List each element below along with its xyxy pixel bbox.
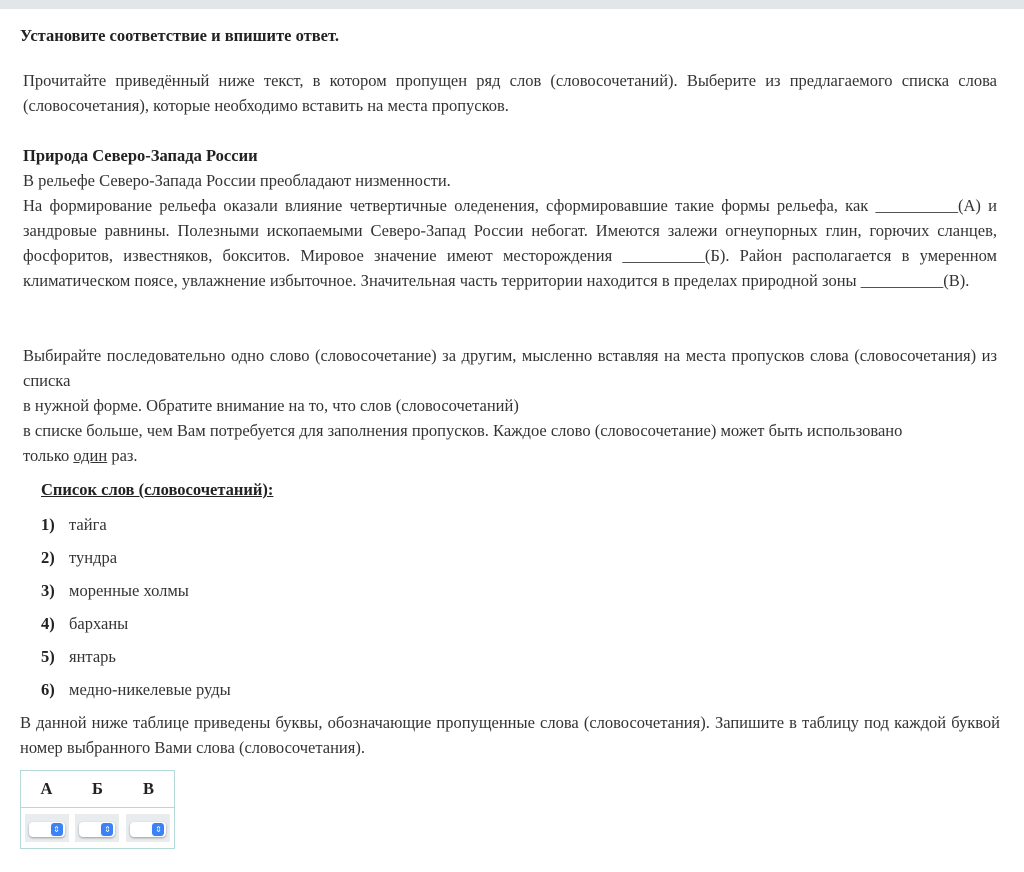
column-header-v: В	[123, 771, 175, 808]
intro-text: Прочитайте приведённый ниже текст, в котором пропущен ряд слов (словосочетаний). Выберите из предлагаемого списка слова (словосочетания), которые необходимо вставить на места пропусков.	[23, 71, 997, 115]
instruction-line: в списке больше, чем Вам потребуется для заполнения пропусков. Каждое слово (словосочетание) может быть использовано	[23, 421, 903, 440]
list-item	[41, 545, 117, 570]
instructions	[23, 343, 997, 468]
item-text: янтарь	[69, 647, 116, 666]
word-list-title: Список слов (словосочетаний):	[41, 480, 274, 499]
table-instructions: В данной ниже таблице приведены буквы, обозначающие пропущенные слова (словосочетания). Запишите в таблицу под каждой буквой номер выбранного Вами слова (словосочетания).	[20, 713, 1000, 757]
item-number: 3)	[41, 581, 55, 600]
passage	[23, 143, 997, 293]
item-number: 6)	[41, 680, 55, 699]
item-text: тайга	[69, 515, 107, 534]
list-item	[41, 644, 116, 669]
answer-select-b[interactable]	[79, 822, 115, 837]
passage-title: Природа Северо-Запада России	[23, 146, 258, 165]
list-item	[41, 578, 189, 603]
passage-line: В рельефе Северо-Запада России преобладают низменности.	[23, 171, 451, 190]
item-number: 2)	[41, 548, 55, 567]
item-text: барханы	[69, 614, 129, 633]
item-text: медно-никелевые руды	[69, 680, 231, 699]
chevron-up-down-icon: ⇕	[152, 823, 164, 836]
top-bar	[0, 0, 1024, 9]
text: раз.	[107, 446, 138, 465]
emphasis: один	[73, 446, 108, 465]
item-number: 5)	[41, 647, 55, 666]
task-heading: Установите соответствие и впишите ответ.	[20, 26, 339, 45]
instruction-line: Выбирайте последовательно одно слово (словосочетание) за другим, мысленно вставляя на места пропусков слова (словосочетания) из списка	[23, 346, 997, 390]
answer-select-a[interactable]	[29, 822, 65, 837]
chevron-up-down-icon: ⇕	[51, 823, 63, 836]
item-text: моренные холмы	[69, 581, 189, 600]
item-number: 4)	[41, 614, 55, 633]
item-text: тундра	[69, 548, 118, 567]
answer-select-v[interactable]	[130, 822, 166, 837]
chevron-up-down-icon: ⇕	[101, 823, 113, 836]
column-header-a: А	[21, 771, 73, 808]
instruction-line: в нужной форме. Обратите внимание на то, что слов (словосочетаний)	[23, 396, 519, 415]
item-number: 1)	[41, 515, 55, 534]
answer-table	[20, 770, 175, 849]
column-header-b: Б	[72, 771, 123, 808]
passage-body: На формирование рельефа оказали влияние четвертичные оледенения, сформировавшие такие формы рельефа, как __________(А) и зандровые равнины. Полезными ископаемыми Северо-Запад России небогат. Имеются залежи огнеупорных глин, горючих сланцев, фосфоритов, известняков, бокситов. Мировое значение имеют месторождения __________(Б). Район располагается в умеренном климатическом поясе, увлажнение избыточное. Значительная часть территории находится в пределах природной зоны __________(В).	[23, 196, 997, 290]
text: только	[23, 446, 74, 465]
list-item	[41, 512, 107, 537]
list-item	[41, 677, 231, 702]
instruction-line	[23, 443, 997, 468]
list-item	[41, 611, 128, 636]
